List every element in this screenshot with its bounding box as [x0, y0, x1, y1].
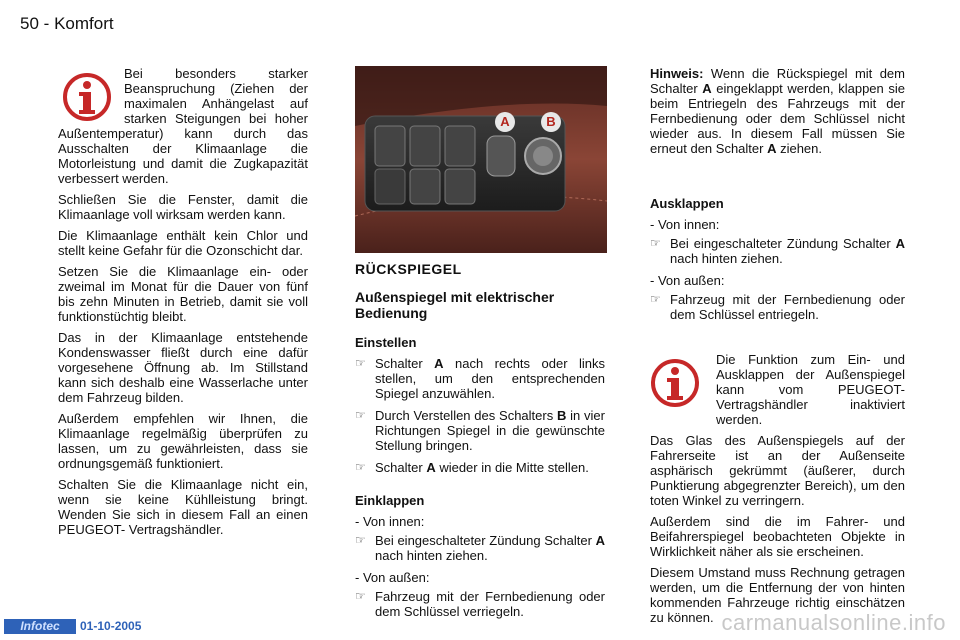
- list-item: [355, 356, 605, 401]
- header-separator: -: [43, 14, 50, 33]
- info-text: Die Funktion zum Ein- und Ausklappen der Außenspiegel kann vom PEUGEOT-Vertragshändler inaktiviert werden.: [716, 352, 905, 427]
- climate-paragraph: Das in der Klimaanlage entstehende Kondenswasser fließt durch eine dafür vorgesehene Öffnung ab. Im Stillstand kann sich deshalb eine Wasserlache unter dem Fahrzeug bilden.: [58, 330, 308, 405]
- key-label: A: [595, 533, 605, 548]
- info-icon: [62, 72, 112, 122]
- page-number: 50: [20, 14, 39, 33]
- info-block: [650, 352, 905, 427]
- watermark: carmanualsonline.info: [721, 610, 946, 635]
- subsection-heading: Außenspiegel mit elektrischer Bedienung: [355, 289, 555, 321]
- bullet-text: Fahrzeug mit der Fernbedienung oder dem Schlüssel verriegeln.: [375, 589, 605, 619]
- pointing-hand-icon: ☞: [355, 356, 366, 370]
- key-label: A: [895, 236, 905, 251]
- hint-paragraph: [650, 66, 905, 156]
- footer-date: 01-10-2005: [80, 619, 142, 633]
- bullet-text: nach hinten ziehen.: [375, 548, 488, 563]
- step-heading-unfold: Ausklappen: [650, 196, 724, 211]
- key-label: A: [434, 356, 444, 371]
- key-label: A: [702, 81, 712, 96]
- step-heading-fold: Einklappen: [355, 493, 425, 508]
- label-a-badge: A: [495, 112, 515, 132]
- pointing-hand-icon: ☞: [355, 533, 366, 547]
- hint-label: Hinweis:: [650, 66, 704, 81]
- climate-paragraph: Bei besonders starker Beanspruchung (Ziehen der maximalen Anhängelast auf starken Steigungen bei hoher Außentemperatur) kann durch das Ausschalten der Klimaanlage die Motorleistung und damit die Zugkapazität verbessert werden.: [58, 66, 308, 186]
- hint-text: ziehen.: [776, 141, 823, 156]
- bullet-text: Bei eingeschalteter Zündung Schalter: [670, 236, 896, 251]
- hint-text: eingeklappt werden, klappen sie beim Entriegeln des Fahrzeugs mit der Fernbedienung oder dem Schlüssel nicht wieder aus. In diesem Fall müssen Sie erneut den Schalter: [650, 81, 905, 156]
- column-mirrors-continued: [650, 66, 905, 631]
- from-inside-label: - Von innen:: [355, 514, 425, 529]
- climate-paragraph: Schließen Sie die Fenster, damit die Klimaanlage voll wirksam werden kann.: [58, 192, 308, 222]
- bullet-text: wieder in die Mitte stellen.: [435, 460, 589, 475]
- page-header: [20, 14, 114, 34]
- list-item: [355, 460, 605, 475]
- from-inside-label: - Von innen:: [650, 217, 720, 232]
- door-panel-illustration: [355, 66, 607, 253]
- climate-paragraph: Schalten Sie die Klimaanlage nicht ein, wenn sie keine Kühlleistung bringt. Wenden Sie sich in diesem Fall an einen PEUGEOT- Vertragshändler.: [58, 477, 308, 537]
- column-mirrors: [355, 262, 605, 626]
- list-item: [355, 533, 605, 563]
- infotec-logo: Infotec: [4, 619, 76, 634]
- climate-paragraph: Die Klimaanlage enthält kein Chlor und stellt keine Gefahr für die Ozonschicht dar.: [58, 228, 308, 258]
- key-label: B: [557, 408, 567, 423]
- bullet-text: Bei eingeschalteter Zündung Schalter: [375, 533, 596, 548]
- mirror-paragraph: Das Glas des Außenspiegels auf der Fahrerseite ist an der Außenseite asphärisch gekrümmt (äußerer, durch Punktierung abgegrenzter Bereich), um den toten Winkel zu verringern.: [650, 433, 905, 508]
- step-heading-adjust: Einstellen: [355, 335, 417, 350]
- pointing-hand-icon: ☞: [355, 589, 366, 603]
- list-item: [650, 236, 905, 266]
- from-outside-label: - Von außen:: [650, 273, 725, 288]
- bullet-text: Durch Verstellen des Schalters: [375, 408, 557, 423]
- bullet-text: Fahrzeug mit der Fernbedienung oder dem Schlüssel entriegeln.: [670, 292, 905, 322]
- pointing-hand-icon: ☞: [355, 460, 366, 474]
- section-title: Komfort: [54, 14, 114, 33]
- label-b-badge: B: [541, 112, 561, 132]
- climate-paragraph: Außerdem empfehlen wir Ihnen, die Klimaanlage regelmäßig überprüfen zu lassen, um zu gewährleisten, dass sie ordnungsgemäß funktioniert.: [58, 411, 308, 471]
- info-icon: [650, 358, 700, 408]
- mirror-paragraph: Außerdem sind die im Fahrer- und Beifahrerspiegel beobachteten Objekte in Wirklichkeit näher als sie erscheinen.: [650, 514, 905, 559]
- pointing-hand-icon: ☞: [650, 292, 661, 306]
- bullet-text: in vier Richtungen Spiegel in die gewünschte Stellung bringen.: [375, 408, 605, 453]
- hint-text: Wenn die Rückspiegel mit dem Schalter: [650, 66, 905, 96]
- pointing-hand-icon: ☞: [355, 408, 366, 422]
- mirror-switch-photo: [355, 66, 607, 253]
- key-label: A: [426, 460, 436, 475]
- list-item: [355, 589, 605, 619]
- section-heading: RÜCKSPIEGEL: [355, 261, 462, 277]
- bullet-text: nach hinten ziehen.: [670, 251, 783, 266]
- mirror-paragraph: Diesem Umstand muss Rechnung getragen werden, um die Entfernung der von hinten kommenden Fahrzeuge richtig einschätzen zu können.: [650, 565, 905, 625]
- bullet-text: nach rechts oder links stellen, um den entsprechenden Spiegel anzuwählen.: [375, 356, 605, 401]
- climate-paragraph: Setzen Sie die Klimaanlage ein- oder zweimal im Monat für die Dauer von fünf bis zehn Minuten in Betrieb, damit sie voll funktionstüchtig bleibt.: [58, 264, 308, 324]
- list-item: [355, 408, 605, 453]
- pointing-hand-icon: ☞: [650, 236, 661, 250]
- list-item: [650, 292, 905, 322]
- from-outside-label: - Von außen:: [355, 570, 430, 585]
- bullet-text: Schalter: [375, 356, 435, 371]
- column-climate: [58, 66, 308, 543]
- bullet-text: Schalter: [375, 460, 427, 475]
- key-label: A: [767, 141, 777, 156]
